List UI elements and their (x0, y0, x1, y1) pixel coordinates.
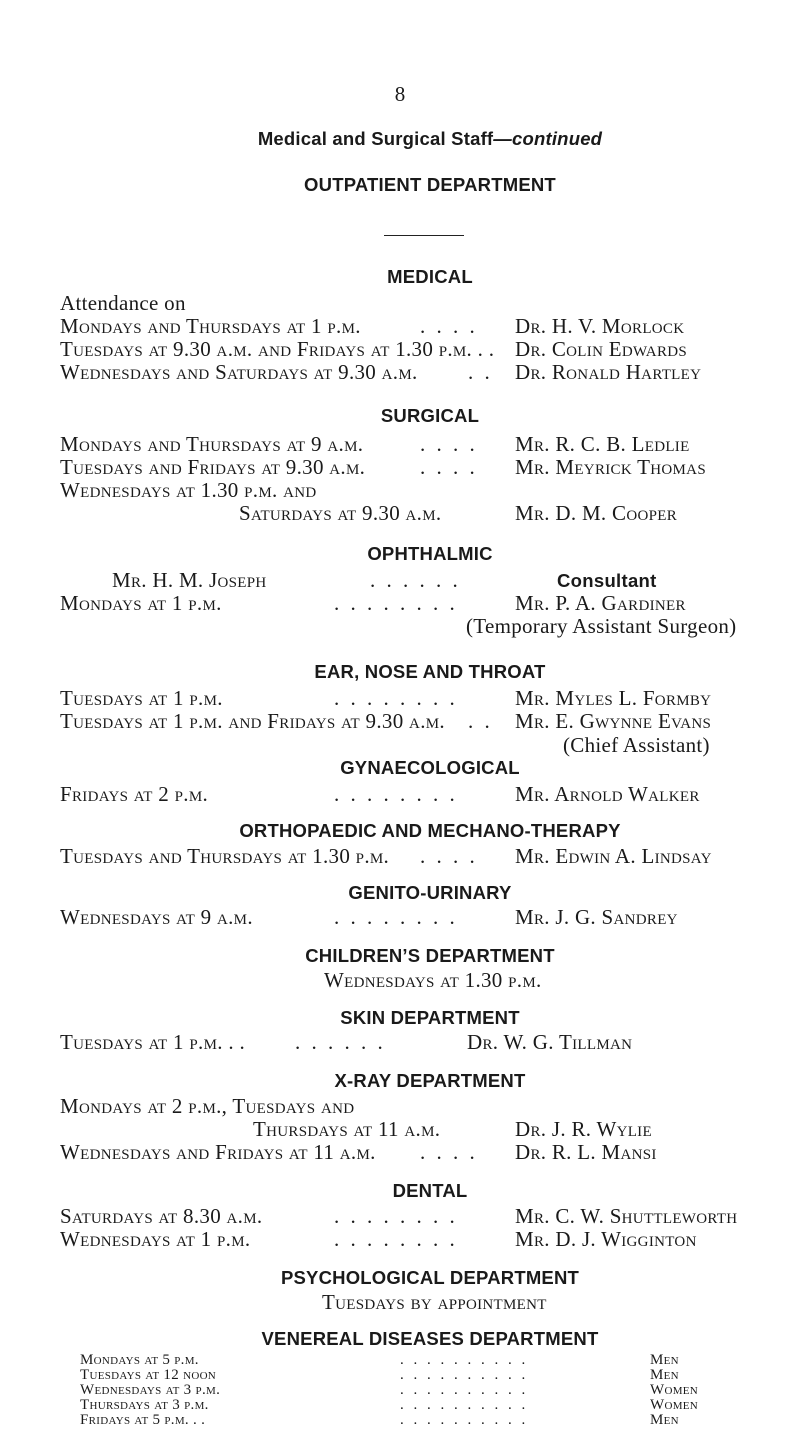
xray-row-1-who: Dr. J. R. Wylie (515, 1117, 652, 1141)
ent-row-2-who: Mr. E. Gwynne Evans (515, 709, 712, 733)
medical-row-1-when: Mondays and Thursdays at 1 p.m. (60, 314, 361, 338)
psychological-heading: PSYCHOLOGICAL DEPARTMENT (280, 1267, 580, 1288)
medical-intro: Attendance on (60, 291, 186, 315)
ophthalmic-row-2-who: Mr. P. A. Gardiner (515, 591, 686, 615)
venereal-row-1-who: Men (650, 1352, 679, 1368)
gynaecological-row-1-dots: . . . . . . . . (334, 782, 458, 806)
genito-urinary-row-1-dots: . . . . . . . . (334, 905, 458, 929)
genito-urinary-row-1-who: Mr. J. G. Sandrey (515, 905, 678, 929)
venereal-row-1-when: Mondays at 5 p.m. (80, 1352, 199, 1368)
medical-row-3-when: Wednesdays and Saturdays at 9.30 a.m. (60, 360, 418, 384)
ophthalmic-row-1-dots: . . . . . . (370, 568, 461, 592)
ophthalmic-row-1-who: Consultant (557, 570, 657, 591)
department-title: OUTPATIENT DEPARTMENT (304, 174, 556, 195)
xray-row-2-who: Dr. R. L. Mansi (515, 1140, 657, 1164)
ophthalmic-row-2-dots: . . . . . . . . (334, 591, 458, 615)
ent-row-1-dots: . . . . . . . . (334, 686, 458, 710)
skin-row-1-who: Dr. W. G. Tillman (467, 1030, 633, 1054)
gynaecological-row-1-who: Mr. Arnold Walker (515, 782, 700, 806)
medical-row-2-who: Dr. Colin Edwards (515, 337, 688, 361)
gynaecological-row-1-when: Fridays at 2 p.m. (60, 782, 209, 806)
ent-row-1-when: Tuesdays at 1 p.m. (60, 686, 223, 710)
venereal-row-1-dots: . . . . . . . . . . (400, 1352, 529, 1368)
medical-row-3-who: Dr. Ronald Hartley (515, 360, 702, 384)
xray-row-1-when: Mondays at 2 p.m., Tuesdays and (60, 1094, 355, 1118)
ent-row-1-who: Mr. Myles L. Formby (515, 686, 712, 710)
title-suffix: —continued (493, 128, 603, 149)
dental-row-1-dots: . . . . . . . . (334, 1204, 458, 1228)
page-number: 8 (394, 82, 406, 106)
orthopaedic-heading: ORTHOPAEDIC AND MECHANO-THERAPY (239, 820, 621, 841)
orthopaedic-row-1-dots: . . . . (420, 844, 478, 868)
ent-heading: EAR, NOSE AND THROAT (314, 661, 546, 682)
dental-heading: DENTAL (392, 1180, 468, 1201)
skin-heading: SKIN DEPARTMENT (340, 1007, 520, 1028)
skin-row-1-when: Tuesdays at 1 p.m. . . (60, 1030, 245, 1054)
ent-row-2-note: (Chief Assistant) (563, 733, 710, 757)
page-title (0, 128, 800, 150)
orthopaedic-row-1-when: Tuesdays and Thursdays at 1.30 p.m. (60, 844, 390, 868)
venereal-row-2-when: Tuesdays at 12 noon (80, 1367, 217, 1383)
title-main: Medical and Surgical Staff (257, 128, 494, 149)
ophthalmic-row-2-note: (Temporary Assistant Surgeon) (466, 614, 737, 638)
surgical-row-1-dots: . . . . (420, 432, 478, 456)
children-heading: CHILDREN’S DEPARTMENT (305, 945, 555, 966)
venereal-row-4-dots: . . . . . . . . . . (400, 1397, 529, 1413)
surgical-row-3-when: Wednesdays at 1.30 p.m. and (60, 478, 317, 502)
venereal-row-5-dots: . . . . . . . . . . (400, 1412, 529, 1428)
venereal-row-4-when: Thursdays at 3 p.m. (80, 1397, 209, 1413)
venereal-row-5-when: Fridays at 5 p.m. . . (80, 1412, 206, 1428)
medical-heading: MEDICAL (387, 266, 473, 287)
dental-row-1-who: Mr. C. W. Shuttleworth (515, 1204, 738, 1228)
surgical-row-2-dots: . . . . (420, 455, 478, 479)
psychological-line: Tuesdays by appointment (322, 1290, 547, 1314)
medical-row-1-who: Dr. H. V. Morlock (515, 314, 685, 338)
dental-row-2-who: Mr. D. J. Wigginton (515, 1227, 697, 1251)
skin-row-1-dots: . . . . . . (295, 1030, 386, 1054)
venereal-row-3-dots: . . . . . . . . . . (400, 1382, 529, 1398)
ophthalmic-row-1-when: Mr. H. M. Joseph (112, 568, 267, 592)
gynaecological-heading: GYNAECOLOGICAL (340, 757, 520, 778)
ent-row-2-when: Tuesdays at 1 p.m. and Fridays at 9.30 a.m. (60, 709, 445, 733)
xray-row-2-dots: . . . . (420, 1140, 478, 1164)
dental-row-1-when: Saturdays at 8.30 a.m. (60, 1204, 263, 1228)
venereal-heading: VENEREAL DISEASES DEPARTMENT (261, 1328, 599, 1349)
surgical-row-1-who: Mr. R. C. B. Ledlie (515, 432, 690, 456)
venereal-row-4-who: Women (650, 1397, 699, 1413)
venereal-row-3-who: Women (650, 1382, 699, 1398)
children-line: Wednesdays at 1.30 p.m. (324, 968, 542, 992)
surgical-row-3-who: Mr. D. M. Cooper (515, 501, 677, 525)
dental-row-2-dots: . . . . . . . . (334, 1227, 458, 1251)
xray-row-1-when-cont: Thursdays at 11 a.m. (253, 1117, 441, 1141)
surgical-row-2-who: Mr. Meyrick Thomas (515, 455, 706, 479)
surgical-heading: SURGICAL (380, 405, 480, 426)
genito-urinary-row-1-when: Wednesdays at 9 a.m. (60, 905, 253, 929)
medical-row-3-dots: . . (468, 360, 493, 384)
medical-row-1-dots: . . . . (420, 314, 478, 338)
ent-row-2-dots: . . (468, 709, 493, 733)
venereal-row-3-when: Wednesdays at 3 p.m. (80, 1382, 221, 1398)
venereal-row-5-who: Men (650, 1412, 679, 1428)
ophthalmic-row-2-when: Mondays at 1 p.m. (60, 591, 222, 615)
dental-row-2-when: Wednesdays at 1 p.m. (60, 1227, 251, 1251)
genito-urinary-heading: GENITO-URINARY (348, 882, 512, 903)
surgical-row-3-when-cont: Saturdays at 9.30 a.m. (239, 501, 442, 525)
divider-rule (384, 235, 464, 236)
surgical-row-1-when: Mondays and Thursdays at 9 a.m. (60, 432, 364, 456)
venereal-row-2-who: Men (650, 1367, 679, 1383)
medical-row-2-when: Tuesdays at 9.30 a.m. and Fridays at 1.30 p.m. . . (60, 337, 495, 361)
xray-row-2-when: Wednesdays and Fridays at 11 a.m. (60, 1140, 376, 1164)
xray-heading: X-RAY DEPARTMENT (334, 1070, 526, 1091)
ophthalmic-heading: OPHTHALMIC (367, 543, 493, 564)
surgical-row-2-when: Tuesdays and Fridays at 9.30 a.m. (60, 455, 366, 479)
venereal-row-2-dots: . . . . . . . . . . (400, 1367, 529, 1383)
orthopaedic-row-1-who: Mr. Edwin A. Lindsay (515, 844, 712, 868)
